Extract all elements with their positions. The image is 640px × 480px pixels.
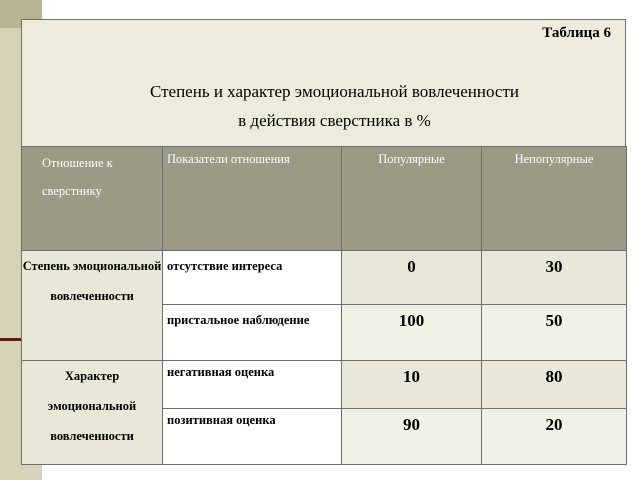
popular-value: 90 — [342, 409, 482, 465]
title-panel — [21, 19, 626, 146]
caption-line-2: в действия сверстника в % — [238, 111, 431, 130]
caption-line-1: Степень и характер эмоциональной вовлеченности — [150, 82, 519, 101]
header-popular: Популярные — [342, 147, 482, 251]
group-label: Характер эмоциональной вовлеченности — [22, 361, 163, 465]
popular-value: 10 — [342, 361, 482, 409]
indicator-cell: отсутствие интереса — [163, 251, 342, 305]
popular-value: 100 — [342, 305, 482, 361]
unpopular-value: 20 — [482, 409, 627, 465]
header-unpopular: Непопулярные — [482, 147, 627, 251]
unpopular-value: 80 — [482, 361, 627, 409]
indicator-cell: негативная оценка — [163, 361, 342, 409]
header-indicators: Показатели отношения — [163, 147, 342, 251]
unpopular-value: 50 — [482, 305, 627, 361]
table-row — [22, 251, 627, 305]
data-table — [21, 146, 627, 465]
table-header-row — [22, 147, 627, 251]
table-caption — [22, 77, 625, 135]
popular-value: 0 — [342, 251, 482, 305]
header-relation: Отношение к сверстнику — [22, 147, 163, 251]
indicator-cell: позитивная оценка — [163, 409, 342, 465]
table-number: Таблица 6 — [542, 25, 611, 41]
unpopular-value: 30 — [482, 251, 627, 305]
table-row — [22, 361, 627, 409]
group-label: Степень эмоциональной вовлеченности — [22, 251, 163, 361]
indicator-cell: пристальное наблюдение — [163, 305, 342, 361]
